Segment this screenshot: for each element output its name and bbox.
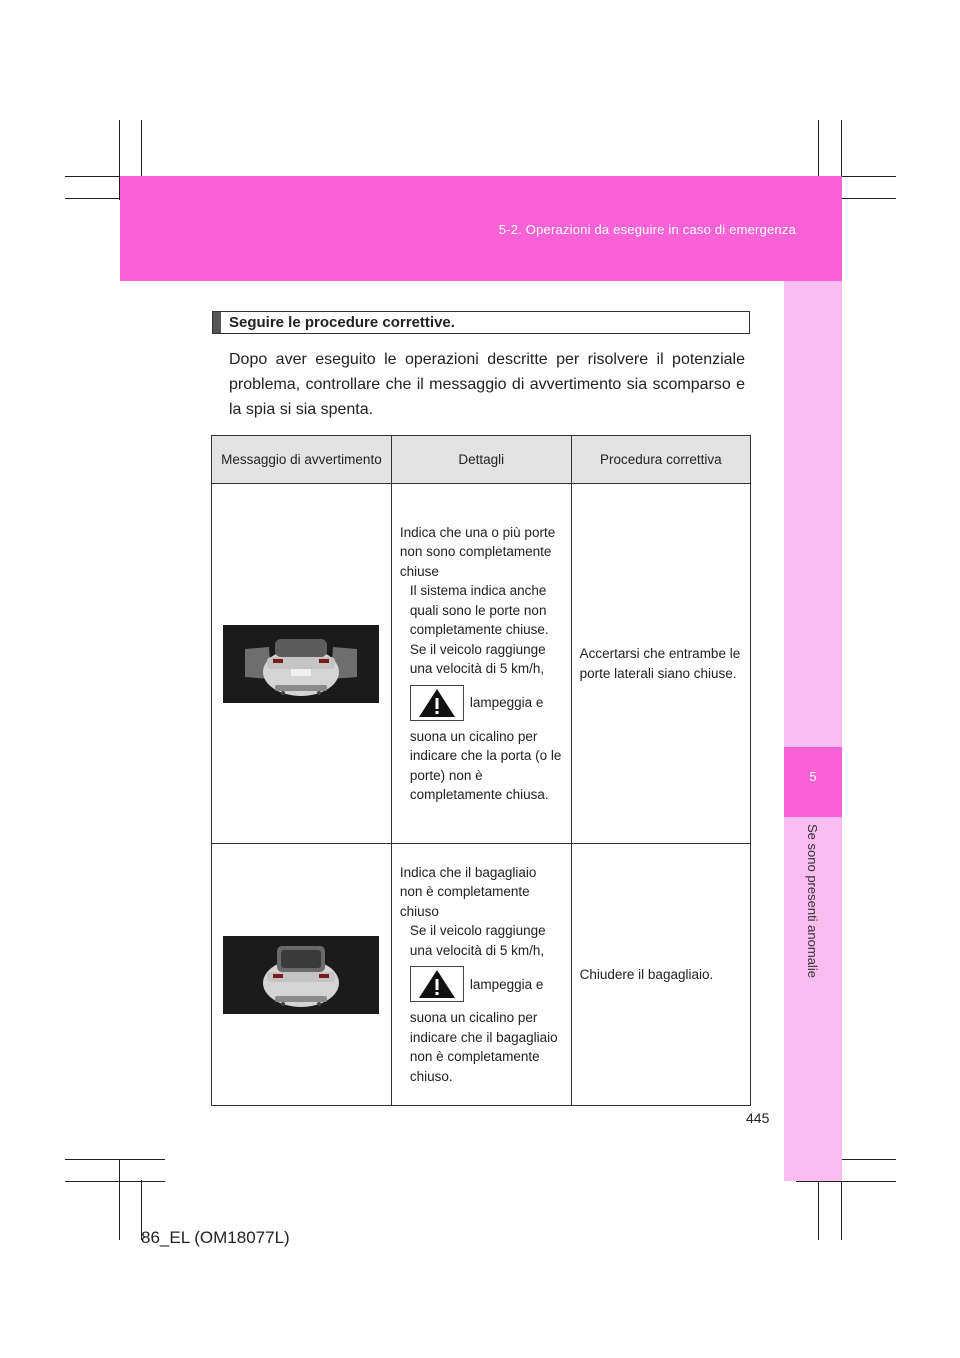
detail-sub: Se il veicolo raggiunge una velocità di 5 km/h, [409,641,546,676]
footer-code: 86_EL (OM18077L) [141,1228,290,1247]
side-tab-number: 5 [809,769,817,784]
action-cell: Chiudere il bagagliaio. [571,844,750,1106]
detail-sub: suona un cicalino per indicare che la porta (o le porte) non è completamente chiusa. [409,728,562,802]
crop-mark [796,1181,896,1182]
warn-suffix: lampeggia e [469,694,544,710]
detail-sub: Se il veicolo raggiunge una velocità di 5 km/h, [409,923,546,958]
table-header: Procedura correttiva [571,436,750,484]
warn-suffix: lampeggia e [469,976,544,992]
table-header: Dettagli [391,436,571,484]
crop-mark [119,1160,120,1240]
section-heading [212,311,750,334]
action-cell: Accertarsi che entrambe le porte laterali siano chiuse. [571,484,750,844]
warning-light-row [400,966,563,1002]
intro-paragraph: Dopo aver eseguito le operazioni descritte per risolvere il potenziale problema, controllare che il messaggio di avvertimento sia scomparso e la spia si sia spenta. [229,351,745,418]
side-tab [784,281,842,1181]
page-number: 445 [746,1110,770,1126]
table-header: Messaggio di avvertimento [212,436,392,484]
warning-triangle-icon [410,966,464,1002]
header-section-title: 5-2. Operazioni da eseguire in caso di emergenza [498,222,796,237]
crop-mark [818,1180,819,1240]
side-tab-label: Se sono presenti anomalie [805,824,820,978]
crop-mark [65,1181,165,1182]
section-heading-text: Seguire le procedure correttive. [229,314,455,331]
car-doors-open-icon [223,625,379,703]
table-header-row [212,436,751,484]
warning-light-row [400,685,563,721]
detail-main: Indica che una o più porte non sono completamente chiuse [399,524,556,579]
heading-bar [213,312,221,333]
table-row [212,844,751,1106]
warning-image-cell [212,844,392,1106]
header-band [120,176,842,281]
table-row [212,484,751,844]
detail-sub: Il sistema indica anche quali sono le porte non completamente chiuse. [409,583,549,637]
crop-mark [65,1159,165,1160]
detail-cell [391,484,571,844]
detail-cell [391,844,571,1106]
detail-main: Indica che il bagagliaio non è completamente chiuso [399,864,537,919]
warning-image-cell [212,484,392,844]
warning-table [211,435,751,1106]
car-trunk-open-icon [223,936,379,1014]
warning-triangle-icon [410,685,464,721]
detail-sub: suona un cicalino per indicare che il bagagliaio non è completamente chiuso. [409,1010,558,1084]
side-tab-label-wrap [804,824,822,1004]
